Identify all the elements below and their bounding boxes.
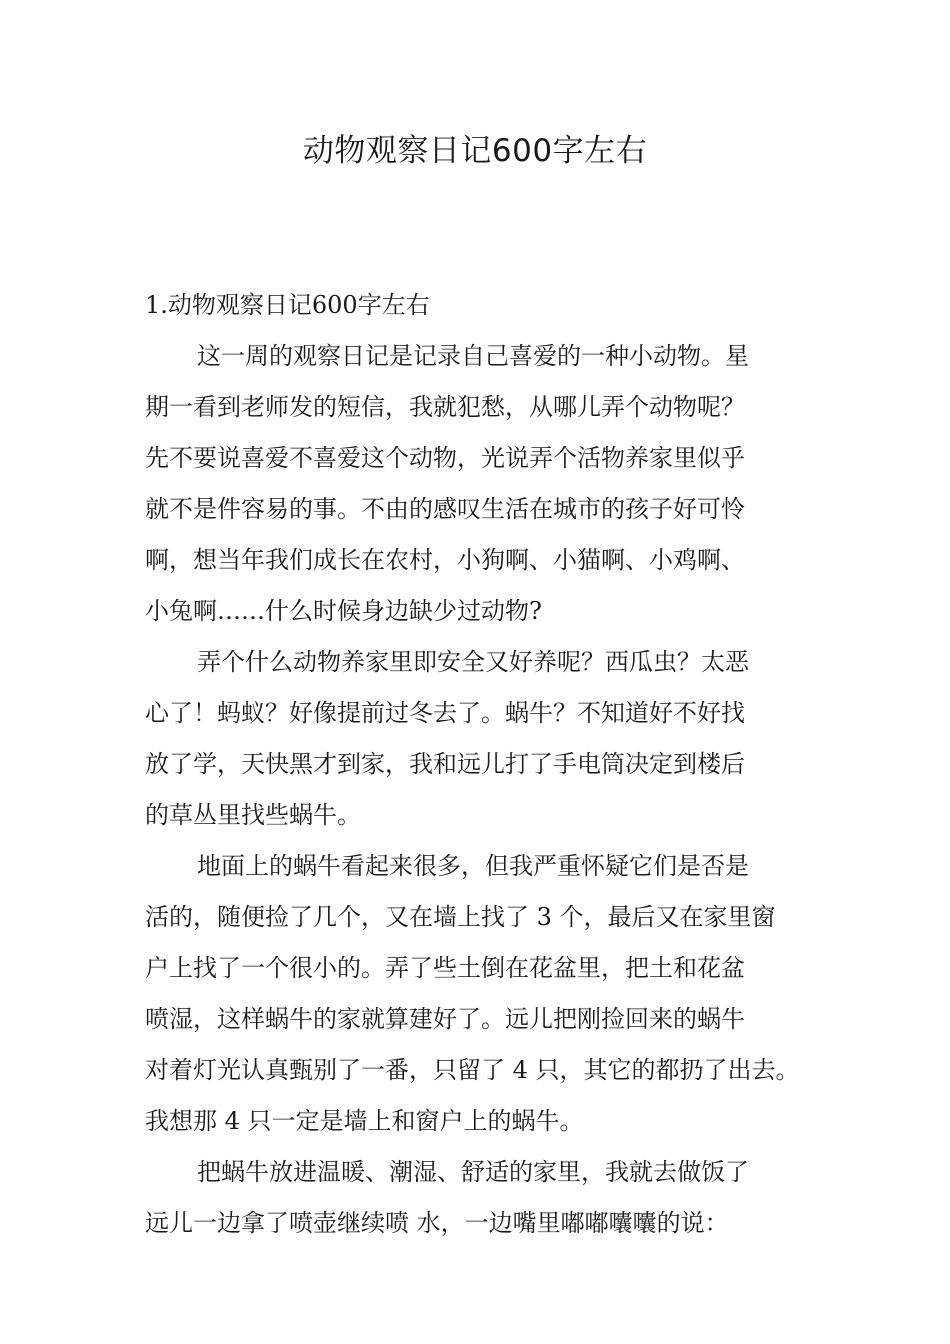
paragraph-line: 小兔啊……什么时候身边缺少过动物? — [145, 597, 542, 625]
paragraph-line: 放了学，天快黑才到家，我和远儿打了手电筒决定到楼后 — [145, 750, 745, 778]
paragraph-4 — [145, 1147, 825, 1249]
paragraph-line: 的草丛里找些蜗牛。 — [145, 801, 361, 829]
paragraph-line: 把蜗牛放进温暖、潮湿、舒适的家里，我就去做饭了 — [197, 1158, 749, 1186]
paragraph-line: 喷湿，这样蜗牛的家就算建好了。远儿把刚捡回来的蜗牛 — [145, 1005, 745, 1033]
paragraph-line: 先不要说喜爱不喜爱这个动物，光说弄个活物养家里似乎 — [145, 444, 745, 472]
document-title: 动物观察日记600字左右 — [302, 133, 648, 169]
paragraph-line: 这一周的观察日记是记录自己喜爱的一种小动物。星 — [197, 342, 749, 370]
paragraph-line: 我想那 4 只一定是墙上和窗户上的蜗牛。 — [145, 1107, 584, 1135]
paragraph-line: 期一看到老师发的短信，我就犯愁，从哪儿弄个动物呢？ — [145, 393, 745, 421]
paragraph-line: 对着灯光认真甄别了一番，只留了 4 只，其它的都扔了出去。 — [145, 1056, 800, 1084]
paragraph-1 — [145, 331, 825, 637]
paragraph-line: 啊，想当年我们成长在农村，小狗啊、小猫啊、小鸡啊、 — [145, 546, 745, 574]
section-heading: 1.动物观察日记600字左右 — [145, 291, 430, 319]
paragraph-line: 心了！蚂蚁？好像提前过冬去了。蜗牛？不知道好不好找 — [145, 699, 745, 727]
paragraph-line: 地面上的蜗牛看起来很多，但我严重怀疑它们是否是 — [197, 852, 749, 880]
paragraph-line: 弄个什么动物养家里即安全又好养呢？西瓜虫？太恶 — [197, 648, 749, 676]
document-body — [145, 280, 825, 1249]
paragraph-3 — [145, 841, 825, 1147]
paragraph-line: 户上找了一个很小的。弄了些土倒在花盆里，把土和花盆 — [145, 954, 745, 982]
paragraph-line: 远儿一边拿了喷壶继续喷 水，一边嘴里嘟嘟囔囔的说： — [145, 1209, 729, 1237]
paragraph-2 — [145, 637, 825, 841]
paragraph-line: 就不是件容易的事。不由的感叹生活在城市的孩子好可怜 — [145, 495, 745, 523]
paragraph-line: 活的，随便捡了几个，又在墙上找了 3 个，最后又在家里窗 — [145, 903, 776, 931]
